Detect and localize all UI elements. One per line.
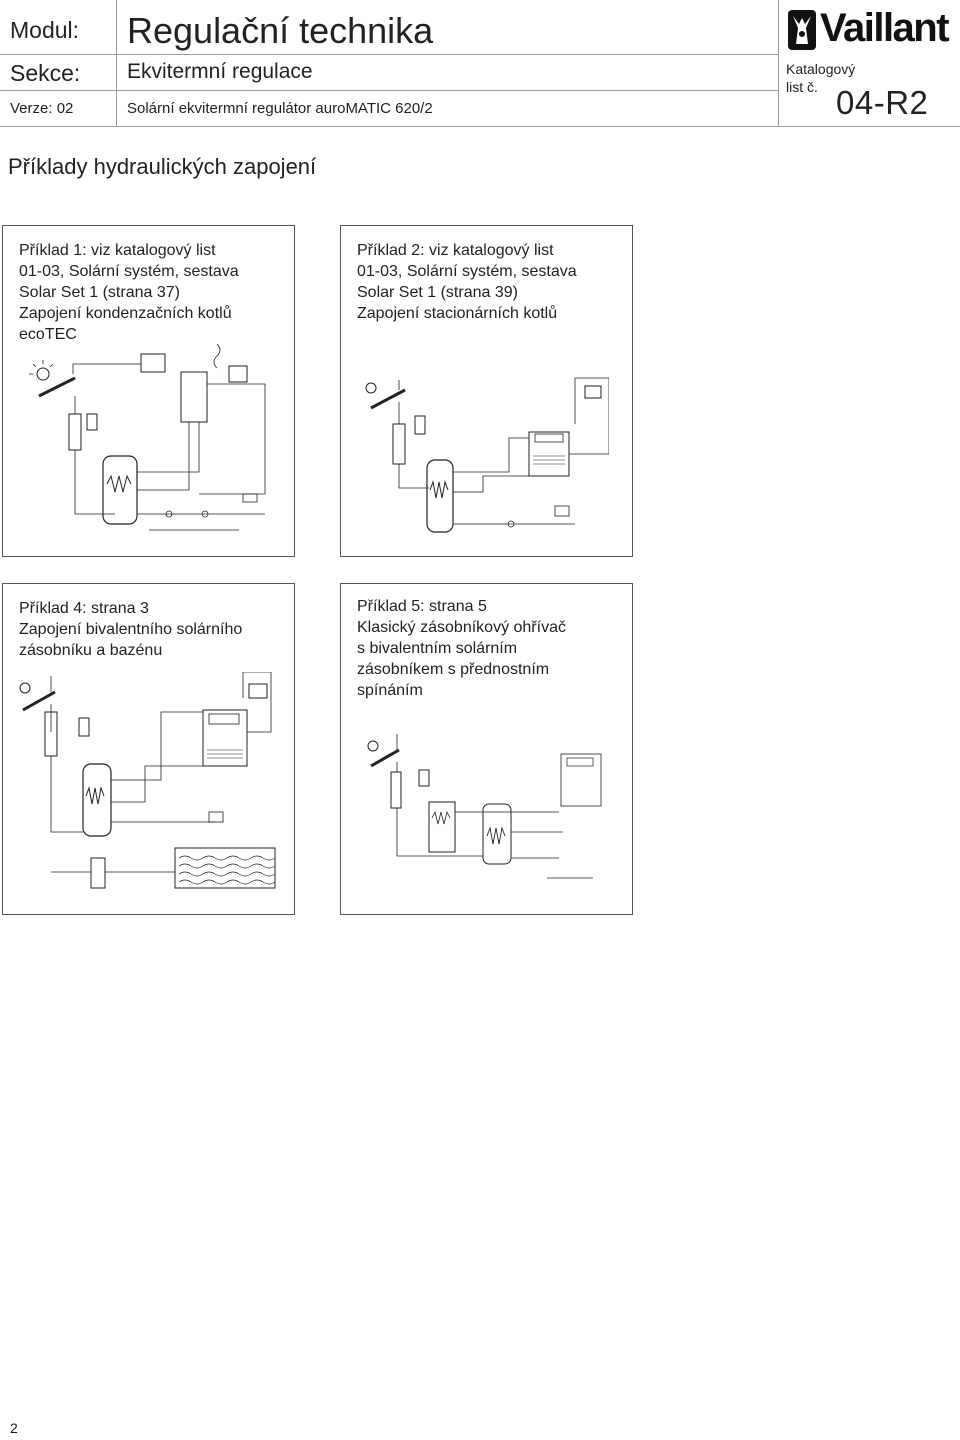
storage-tank-icon	[427, 460, 453, 532]
header-divider-2	[778, 0, 779, 127]
catalog-label-line-2: list č.	[786, 79, 818, 95]
module-label: Modul:	[10, 17, 80, 43]
example-5-line: spínáním	[357, 682, 423, 699]
example-card-5	[340, 583, 633, 915]
example-5-text	[357, 596, 566, 701]
example-1-line: Zapojení kondenzačních kotlů	[19, 305, 232, 322]
boiler-icon	[181, 372, 207, 422]
hydraulic-diagram-4	[15, 672, 285, 894]
boiler-icon	[203, 710, 247, 766]
example-4-line: Příklad 4: strana 3	[19, 600, 149, 617]
example-4-text	[19, 598, 242, 661]
sun-icon	[368, 741, 378, 751]
example-5-line: Klasický zásobníkový ohřívač	[357, 619, 566, 636]
example-card-2	[340, 225, 633, 557]
sun-icon	[20, 683, 30, 693]
header-rule-bottom	[0, 126, 960, 127]
header-divider-1	[116, 0, 117, 127]
catalog-label-line-1: Katalogový	[786, 61, 856, 77]
example-5-line: s bivalentním solárním	[357, 640, 518, 657]
example-1-line: Solar Set 1 (strana 37)	[19, 284, 180, 301]
solar-collector-icon	[39, 378, 75, 396]
heat-exchanger-coil-icon	[107, 476, 131, 492]
example-4-line: Zapojení bivalentního solárního	[19, 621, 243, 638]
example-5-line: zásobníkem s přednostním	[357, 661, 550, 678]
brand-wordmark: Vaillant	[820, 6, 949, 50]
solar-collector-icon	[371, 390, 405, 408]
heat-exchanger-coil-icon	[432, 812, 450, 824]
example-1-line: Příklad 1: viz katalogový list	[19, 242, 216, 259]
page-number: 2	[10, 1420, 18, 1436]
hydraulic-diagram-1	[29, 344, 274, 544]
version-value: Solární ekvitermní regulátor auroMATIC 620/2	[127, 100, 433, 117]
controller-icon	[141, 354, 165, 372]
example-2-line: Příklad 2: viz katalogový list	[357, 242, 554, 259]
example-2-line: Solar Set 1 (strana 39)	[357, 284, 518, 301]
page-title: Příklady hydraulických zapojení	[8, 154, 317, 179]
section-value: Ekvitermní regulace	[127, 60, 313, 83]
heat-exchanger-coil-icon	[430, 482, 448, 498]
example-5-line: Příklad 5: strana 5	[357, 598, 487, 615]
hydraulic-diagram-5	[363, 732, 613, 892]
storage-tank-icon	[429, 802, 455, 852]
example-4-line: zásobníku a bazénu	[19, 642, 163, 659]
heat-exchanger-coil-icon	[86, 788, 104, 804]
example-2-line: 01-03, Solární systém, sestava	[357, 263, 577, 280]
example-card-1	[2, 225, 295, 557]
sun-icon	[37, 368, 49, 380]
sun-icon	[366, 383, 376, 393]
solar-collector-icon	[23, 692, 55, 710]
example-1-text	[19, 240, 239, 345]
example-2-text	[357, 240, 577, 324]
section-label: Sekce:	[10, 60, 81, 86]
catalog-number: 04-R2	[836, 84, 929, 121]
example-1-line: 01-03, Solární systém, sestava	[19, 263, 239, 280]
example-card-4	[2, 583, 295, 915]
solar-collector-icon	[371, 750, 399, 766]
example-2-line: Zapojení stacionárních kotlů	[357, 305, 558, 322]
pool-icon	[175, 848, 275, 888]
version-label: Verze: 02	[10, 100, 74, 117]
page-header	[0, 0, 960, 128]
vaillant-logo	[788, 8, 953, 52]
module-value: Regulační technika	[127, 10, 434, 51]
example-1-line: ecoTEC	[19, 326, 77, 343]
hydraulic-diagram-2	[359, 374, 609, 544]
